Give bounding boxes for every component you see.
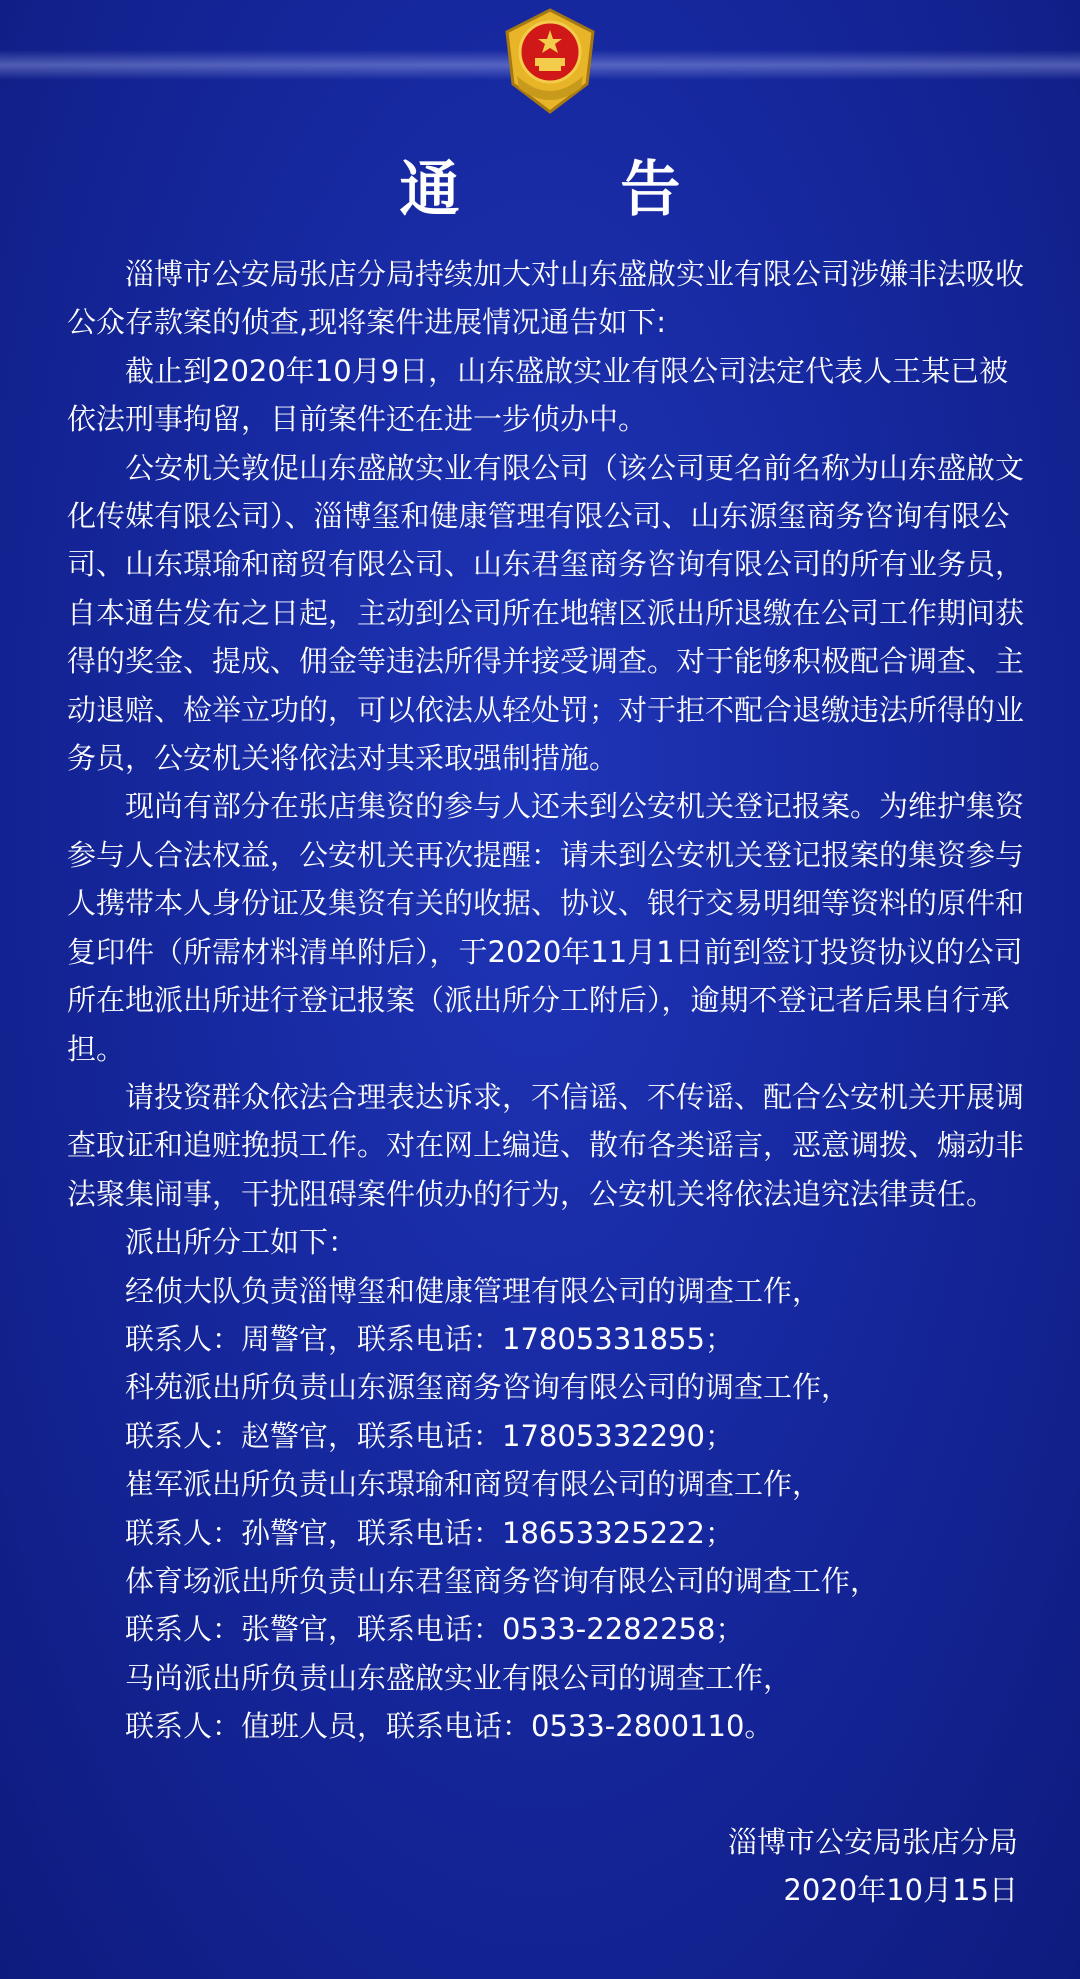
paragraph-registration: 现尚有部分在张店集资的参与人还未到公安机关登记报案。为维护集资参与人合法权益，公安机关再次提醒：请未到公安机关登记报案的集资参与人携带本人身份证及集资有关的收据、协议、银行交易明细等资料的原件和复印件（所需材料清单附后），于2020年11月1日前到签订投资协议的公司所在地派出所进行登记报案（派出所分工附后），逾期不登记者后果自行承担。 bbox=[67, 789, 1025, 1066]
contact-line: 联系人：赵警官，联系电话：17805332290； bbox=[125, 1418, 734, 1453]
paragraph-intro: 淄博市公安局张店分局持续加大对山东盛啟实业有限公司涉嫌非法吸收公众存款案的侦查,现将案件进展情况通告如下: bbox=[67, 257, 1025, 340]
assignment-line: 经侦大队负责淄博玺和健康管理有限公司的调查工作， bbox=[125, 1273, 822, 1308]
contact-line: 联系人：孙警官，联系电话：18653325222； bbox=[125, 1515, 734, 1550]
police-emblem-icon bbox=[495, 6, 605, 116]
signature-org: 淄博市公安局张店分局 bbox=[727, 1825, 1018, 1859]
assignment-line: 体育场派出所负责山东君玺商务咨询有限公司的调查工作， bbox=[125, 1563, 880, 1598]
assignment-line: 马尚派出所负责山东盛啟实业有限公司的调查工作， bbox=[125, 1660, 793, 1695]
contact-line: 联系人：张警官，联系电话：0533-2282258； bbox=[125, 1612, 745, 1647]
signature-date: 2020年10月15日 bbox=[783, 1873, 1018, 1907]
notice-body bbox=[67, 250, 1027, 1751]
paragraph-assignment-heading: 派出所分工如下： bbox=[125, 1225, 358, 1260]
paragraph-urge-salespeople: 公安机关敦促山东盛啟实业有限公司（该公司更名前名称为山东盛啟文化传媒有限公司）、淄博玺和健康管理有限公司、山东源玺商务咨询有限公司、山东璟瑜和商贸有限公司、山东君玺商务咨询有限公司的所有业务员，自本通告发布之日起，主动到公司所在地辖区派出所退缴在公司工作期间获得的奖金、提成、佣金等违法所得并接受调查。对于能够积极配合调查、主动退赔、检举立功的，可以依法从轻处罚；对于拒不配合退缴违法所得的业务员，公安机关将依法对其采取强制措施。 bbox=[67, 450, 1025, 776]
signature-block bbox=[728, 1818, 1018, 1914]
assignment-line: 崔军派出所负责山东璟瑜和商贸有限公司的调查工作， bbox=[125, 1467, 822, 1502]
notice-title: 通 告 bbox=[399, 155, 751, 225]
paragraph-detention: 截止到2020年10月9日，山东盛啟实业有限公司法定代表人王某已被依法刑事拘留，目前案件还在进一步侦办中。 bbox=[67, 353, 1009, 437]
paragraph-rumor-warning: 请投资群众依法合理表达诉求，不信谣、不传谣、配合公安机关开展调查取证和追赃挽损工作。对在网上编造、散布各类谣言，恶意调拨、煽动非法聚集闹事，干扰阻碍案件侦办的行为，公安机关将依法追究法律责任。 bbox=[67, 1079, 1025, 1211]
assignment-line: 科苑派出所负责山东源玺商务咨询有限公司的调查工作， bbox=[125, 1370, 851, 1405]
contact-line: 联系人：值班人员，联系电话：0533-2800110。 bbox=[125, 1709, 774, 1744]
contact-line: 联系人：周警官，联系电话：17805331855； bbox=[125, 1321, 734, 1356]
